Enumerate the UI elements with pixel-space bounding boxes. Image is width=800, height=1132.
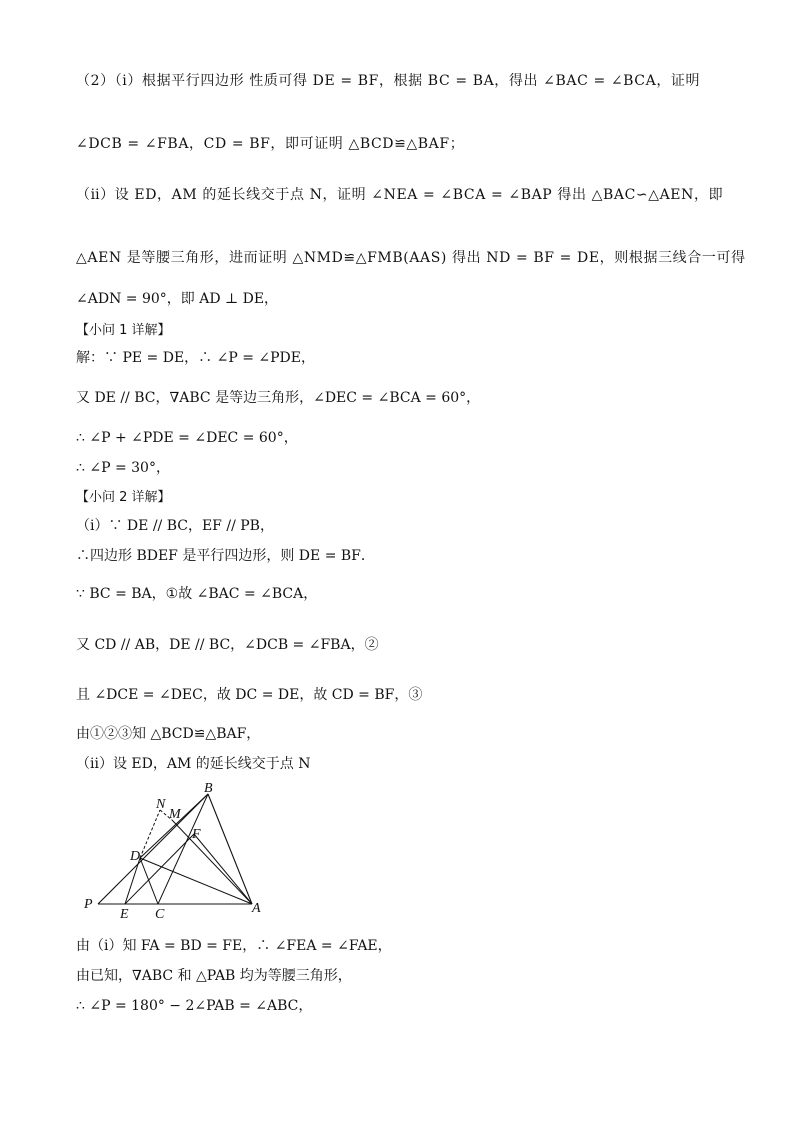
label-E: E <box>120 907 129 920</box>
label-C: C <box>155 907 165 920</box>
label-D: D <box>130 849 141 864</box>
section-heading-1: 【小问 1 详解】 <box>76 323 171 338</box>
text-line-2: ∠DCB = ∠FBA，CD = BF，即可证明 △BCD≌△BAF； <box>76 136 465 152</box>
text-line-15: 由①②③知 △BCD≌△BAF， <box>76 726 261 742</box>
text-line-3: （ⅱ）设 ED，AM 的延长线交于点 N，证明 ∠NEA = ∠BCA = ∠BAP 得出 △BAC∽△AEN，即 <box>76 187 724 203</box>
label-F: F <box>192 827 201 842</box>
text-line-5: ∠ADN = 90°，即 AD ⊥ DE， <box>76 291 279 307</box>
text-line-18: 由已知，∇ABC 和 △PAB 均为等腰三角形， <box>76 968 352 984</box>
geometry-figure <box>80 780 280 920</box>
text-line-9: ∴ ∠P = 30°， <box>76 460 170 476</box>
text-line-7: 又 DE // BC，∇ABC 是等边三角形，∠DEC = ∠BCA = 60°， <box>76 390 481 406</box>
text-line-6: 解：∵ PE = DE，∴ ∠P = ∠PDE， <box>76 350 315 366</box>
text-line-16: （ⅱ）设 ED，AM 的延长线交于点 N <box>76 756 311 772</box>
label-B: B <box>204 781 213 796</box>
label-P: P <box>84 897 93 912</box>
text-line-1: （2）（ⅰ）根据平行四边形 性质可得 DE = BF，根据 BC = BA，得出 ∠BAC = ∠BCA，证明 <box>76 73 701 89</box>
text-line-8: ∴ ∠P + ∠PDE = ∠DEC = 60°， <box>76 430 298 446</box>
text-line-17: 由（ⅰ）知 FA = BD = FE，∴ ∠FEA = ∠FAE， <box>76 938 392 954</box>
label-N: N <box>156 797 166 812</box>
label-A: A <box>252 901 261 916</box>
text-line-10: （ⅰ）∵ DE // BC，EF // PB， <box>76 518 274 534</box>
text-line-4: △AEN 是等腰三角形，进而证明 △NMD≌△FMB(AAS) 得出 ND = BF = DE，则根据三线合一可得 <box>76 250 746 266</box>
text-line-13: 又 CD // AB，DE // BC，∠DCB = ∠FBA，② <box>76 637 379 653</box>
section-heading-2: 【小问 2 详解】 <box>76 490 171 505</box>
text-line-12: ∵ BC = BA，①故 ∠BAC = ∠BCA， <box>76 586 318 602</box>
text-line-11: ∴四边形 BDEF 是平行四边形，则 DE = BF． <box>76 548 375 564</box>
label-M: M <box>169 807 181 822</box>
text-line-19: ∴ ∠P = 180° − 2∠PAB = ∠ABC， <box>76 998 313 1014</box>
text-line-14: 且 ∠DCE = ∠DEC，故 DC = DE，故 CD = BF，③ <box>76 687 423 703</box>
triangle-diagram <box>80 780 280 920</box>
